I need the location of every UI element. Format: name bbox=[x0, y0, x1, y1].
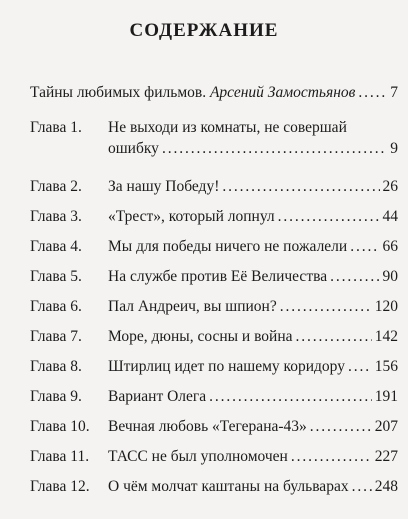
toc-entry bbox=[30, 326, 398, 347]
chapter-title: Вечная любовь «Тегерана-43» bbox=[108, 418, 307, 435]
chapter-page: 191 bbox=[374, 388, 398, 405]
toc-entry bbox=[30, 236, 398, 257]
toc-entry bbox=[30, 416, 398, 437]
chapter-page: 227 bbox=[374, 448, 398, 465]
chapter-title: За нашу Победу! bbox=[108, 178, 220, 195]
intro-text: Тайны любимых фильмов. bbox=[30, 84, 207, 101]
toc-entry bbox=[30, 206, 398, 227]
chapter-title: Не выходи из комнаты, не совершай bbox=[108, 119, 347, 136]
toc-entry bbox=[30, 386, 398, 407]
toc-entry bbox=[30, 476, 398, 497]
chapter-title: Пал Андреич, вы шпион? bbox=[108, 298, 277, 315]
chapter-title: На службе против Её Величества bbox=[108, 268, 328, 285]
intro-author: Арсений Замостьянов bbox=[209, 84, 356, 101]
chapter-number: Глава 5. bbox=[30, 268, 82, 285]
chapter-number: Глава 6. bbox=[30, 298, 82, 315]
chapter-page: 207 bbox=[374, 418, 398, 435]
chapter-page: 90 bbox=[382, 268, 398, 285]
chapter-number: Глава 2. bbox=[30, 178, 82, 195]
chapter-number: Глава 1. bbox=[30, 119, 82, 136]
chapter-page: 44 bbox=[382, 208, 398, 225]
page-title: СОДЕРЖАНИЕ bbox=[129, 20, 279, 41]
chapter-title: Штирлиц идет по нашему коридору bbox=[108, 358, 345, 375]
chapter-number: Глава 7. bbox=[30, 328, 82, 345]
toc-entry bbox=[30, 356, 398, 377]
chapter-number: Глава 9. bbox=[30, 388, 82, 405]
toc-entry bbox=[30, 117, 398, 159]
chapter-title: О чём молчат каштаны на бульварах bbox=[108, 478, 349, 495]
chapter-page: 9 bbox=[390, 140, 398, 157]
chapter-page: 26 bbox=[382, 178, 398, 195]
chapter-title: Вариант Олега bbox=[108, 388, 207, 405]
chapter-page: 156 bbox=[374, 358, 398, 375]
toc-entry bbox=[30, 266, 398, 287]
chapter-title: Мы для победы ничего не пожалели bbox=[108, 238, 348, 255]
chapter-number: Глава 10. bbox=[30, 418, 90, 435]
chapter-page: 142 bbox=[374, 328, 398, 345]
chapter-number: Глава 8. bbox=[30, 358, 82, 375]
toc-intro bbox=[30, 82, 398, 103]
toc-entry bbox=[30, 176, 398, 197]
chapter-title: ТАСС не был уполномочен bbox=[108, 448, 288, 465]
chapter-page: 248 bbox=[374, 478, 398, 495]
chapter-number: Глава 11. bbox=[30, 448, 90, 465]
toc-entry bbox=[30, 446, 398, 467]
chapter-title: «Трест», который лопнул bbox=[108, 208, 275, 225]
chapter-page: 120 bbox=[374, 298, 398, 315]
chapter-number: Глава 3. bbox=[30, 208, 82, 225]
intro-page: 7 bbox=[390, 84, 398, 101]
toc-entry bbox=[30, 296, 398, 317]
chapter-number: Глава 4. bbox=[30, 238, 82, 255]
chapter-title-cont: ошибку bbox=[108, 140, 159, 157]
chapter-number: Глава 12. bbox=[30, 478, 90, 495]
chapter-page: 66 bbox=[382, 238, 398, 255]
chapter-title: Море, дюны, сосны и война bbox=[108, 328, 293, 345]
